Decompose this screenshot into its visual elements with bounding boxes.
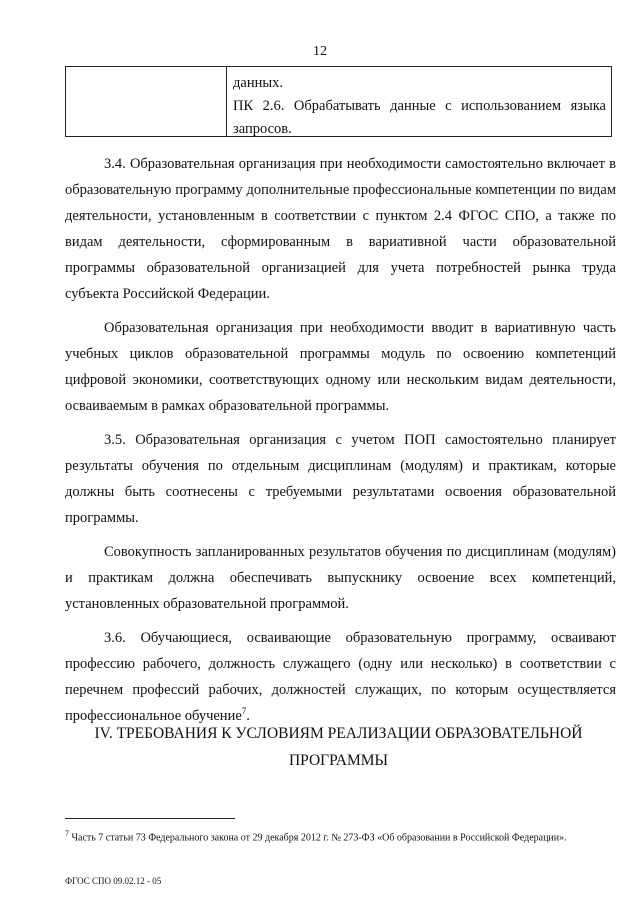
paragraph-3-6: 3.6. Обучающиеся, осваивающие образовательную программу, осваивают профессию рабочего, должность служащего (одну или несколько) в соответствии с перечнем профессий рабочих, должностей служащих, по которым осуществляется профессиональное обучение$^7$. bbox=[65, 630, 616, 724]
table-line: запросов. bbox=[233, 121, 292, 137]
paragraph-digital-economy: Образовательная организация при необходимости вводит в вариативную часть учебных циклов образовательной программы модуль по освоению компетенций цифровой экономики, соответствующих одному или нескольким видам деятельности, осваиваемым в рамках образовательной программы. bbox=[65, 320, 616, 414]
footnote-marker: 7 bbox=[65, 829, 69, 838]
section-heading-line: IV. ТРЕБОВАНИЯ К УСЛОВИЯМ РЕАЛИЗАЦИИ ОБРАЗОВАТЕЛЬНОЙ bbox=[94, 725, 583, 742]
paragraph-3-5: 3.5. Образовательная организация с учетом ПОП самостоятельно планирует результаты обучения по отдельным дисциплинам (модулям) и практикам, которые должны быть соотнесены с требуемыми результатами освоения образовательной программы. bbox=[65, 432, 616, 526]
continuation-table bbox=[65, 66, 612, 137]
table-line: данных. bbox=[233, 75, 283, 91]
paragraph-competencies: Совокупность запланированных результатов обучения по дисциплинам (модулям) и практикам должна обеспечивать выпускнику освоение всех компетенций, установленных образовательной программой. bbox=[65, 544, 616, 612]
footnote-text: Часть 7 статьи 73 Федерального закона от 29 декабря 2012 г. № 273-ФЗ «Об образовании в Российской Федерации». bbox=[71, 832, 567, 844]
section-heading-line: ПРОГРАММЫ bbox=[288, 752, 389, 769]
table-text-cell bbox=[227, 67, 611, 136]
page-number: 12 bbox=[313, 44, 327, 59]
document-code: ФГОС СПО 09.02.12 - 05 bbox=[65, 876, 162, 886]
footnote-separator bbox=[65, 818, 235, 819]
paragraph-3-4: 3.4. Образовательная организация при необходимости самостоятельно включает в образовательную программу дополнительные профессиональные компетенции по видам деятельности, установленным в соответствии с пунктом 2.4 ФГОС СПО, а также по видам деятельности, сформированным в вариативной части образовательной программы образовательной организацией для учета потребностей рынка труда субъекта Российской Федерации. bbox=[65, 156, 616, 302]
footnote bbox=[65, 827, 625, 845]
table-line: ПК 2.6. Обрабатывать данные с использованием языка bbox=[233, 98, 606, 114]
paragraph-3-6-text: 3.6. Обучающиеся, осваивающие образовательную программу, осваивают профессию рабочего, должность служащего (одну или несколько) в соответствии с перечнем профессий рабочих, должностей служащих, по которым осуществляется профессиональное обучение bbox=[65, 630, 616, 724]
table-empty-cell bbox=[66, 67, 227, 136]
section-heading bbox=[65, 720, 612, 774]
footnote-ref: 7 bbox=[241, 706, 247, 717]
body-text bbox=[65, 151, 616, 737]
